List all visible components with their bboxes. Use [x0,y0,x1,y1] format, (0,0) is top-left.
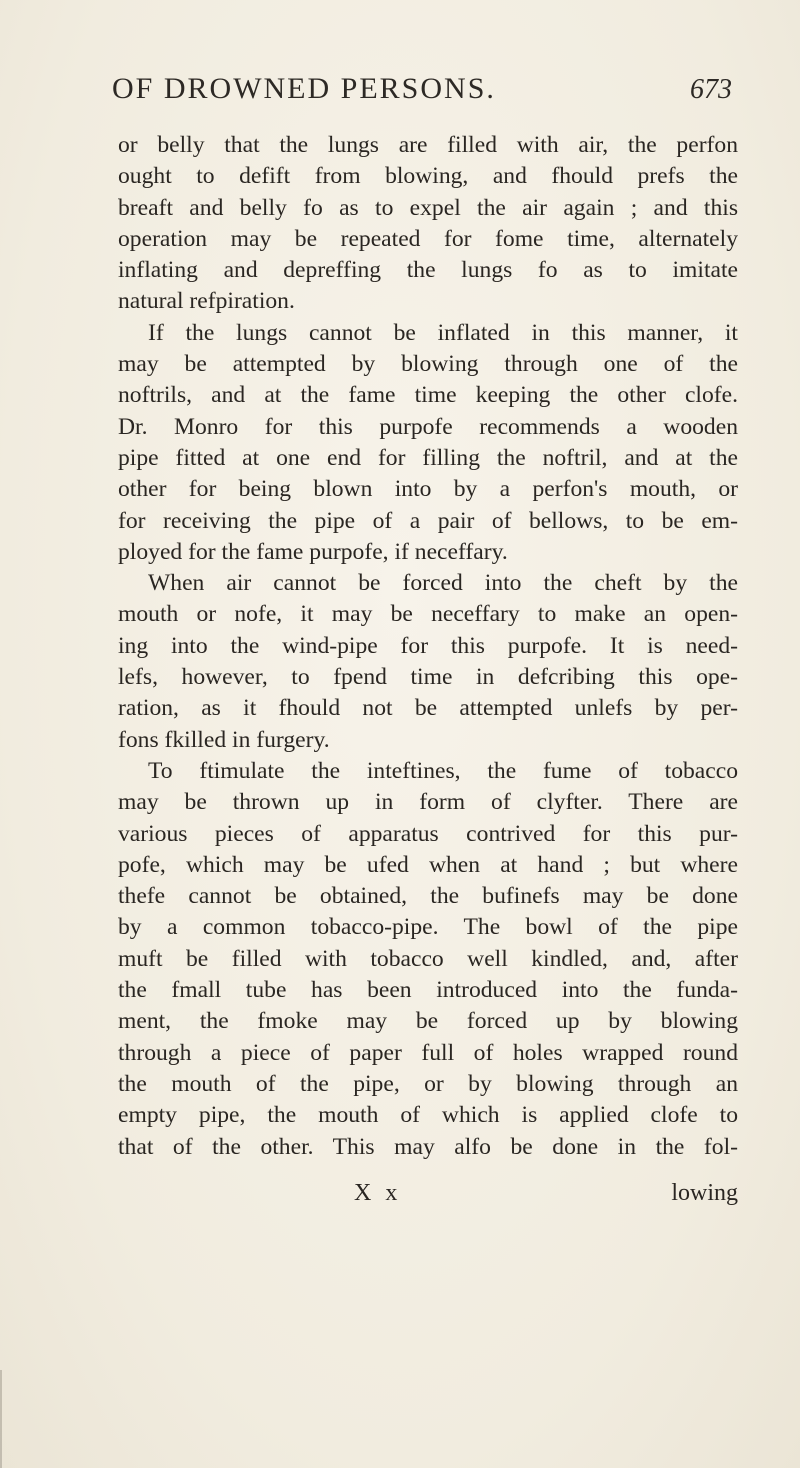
text-line: noftrils, and at the fame time keeping the other clofe. [118,382,738,409]
text-line: other for being blown into by a perfon's mouth, or [118,476,738,503]
text-line: When air cannot be forced into the cheft by the [148,570,738,597]
body-text [118,130,738,1163]
text-line: by a common tobacco-pipe. The bowl of the pipe [118,914,738,941]
text-line: the mouth of the pipe, or by blowing through an [118,1070,738,1097]
text-line: ployed for the fame purpofe, if neceffary. [118,538,508,565]
text-line: ought to defift from blowing, and fhould prefs the [118,163,738,190]
text-line: To ftimulate the inteftines, the fume of tobacco [148,757,738,784]
text-line: for receiving the pipe of a pair of bellows, to be em- [118,507,738,534]
text-line: mouth or nofe, it may be neceffary to make an open- [118,601,738,628]
text-line: thefe cannot be obtained, the bufinefs may be done [118,883,738,910]
signature-mark: X x [354,1180,402,1206]
text-line: lefs, however, to fpend time in defcribing this ope- [118,664,738,691]
text-line: or belly that the lungs are filled with air, the perfon [118,132,738,158]
text-line: pofe, which may be ufed when at hand ; but where [118,851,738,878]
text-line: Dr. Monro for this purpofe recommends a wooden [118,413,738,440]
text-line: through a piece of paper full of holes wrapped round [118,1039,738,1066]
page-number: 673 [690,74,732,105]
page-footer [118,1180,738,1212]
text-line: may be attempted by blowing through one of the [118,351,738,378]
text-line: operation may be repeated for fome time, alternately [118,225,738,252]
text-line: the fmall tube has been introduced into the funda- [118,977,738,1004]
text-line: fons fkilled in furgery. [118,726,330,753]
text-line: may be thrown up in form of clyfter. There are [118,789,738,816]
text-line: ing into the wind-pipe for this purpofe. It is need- [118,632,738,659]
text-line: ment, the fmoke may be forced up by blowing [118,1008,738,1035]
text-line: ration, as it fhould not be attempted unlefs by per- [118,695,738,722]
text-line: that of the other. This may alfo be done in the fol- [118,1133,738,1160]
margin-rule [0,1370,2,1468]
text-line: breaft and belly fo as to expel the air again ; and this [118,194,738,221]
text-line: inflating and depreffing the lungs fo as to imitate [118,257,738,284]
text-line: natural refpiration. [118,288,295,315]
text-line: If the lungs cannot be inflated in this manner, it [148,319,738,346]
catchword: lowing [671,1180,738,1206]
text-line: empty pipe, the mouth of which is applied clofe to [118,1102,738,1129]
running-head: OF DROWNED PERSONS. [112,72,496,105]
text-line: pipe fitted at one end for filling the noftril, and at the [118,444,738,471]
text-line: various pieces of apparatus contrived for this pur- [118,820,738,847]
page-header [112,72,732,116]
text-line: muft be filled with tobacco well kindled, and, after [118,945,738,972]
